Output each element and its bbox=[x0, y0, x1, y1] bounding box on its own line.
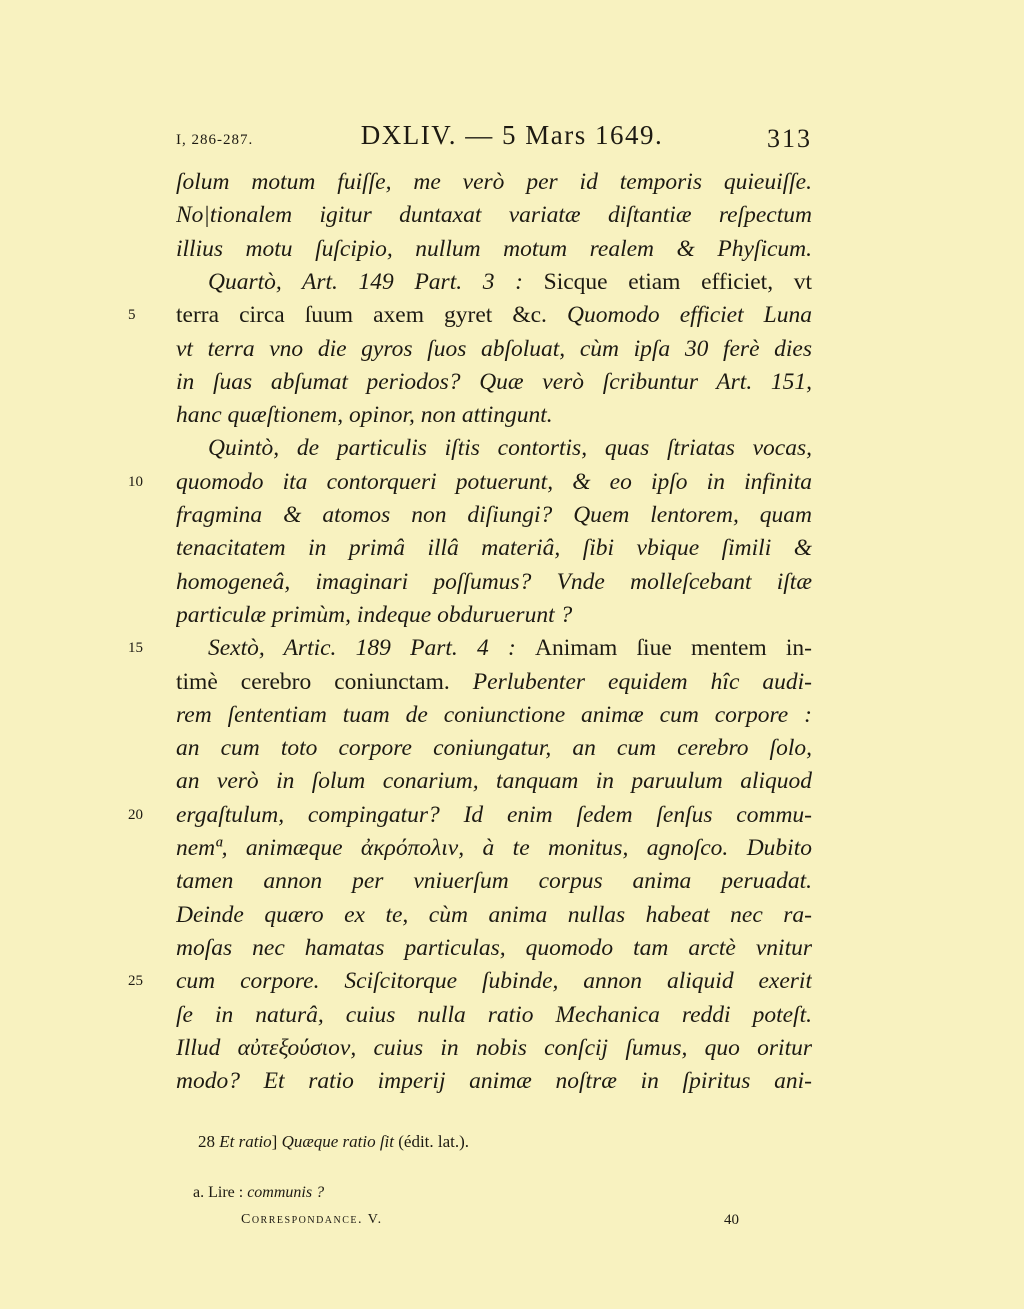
text-segment: Quomodo efficiet Luna bbox=[566, 302, 812, 329]
footnote-bracket: ] bbox=[271, 1132, 278, 1151]
text-line bbox=[208, 432, 812, 465]
text-segment: rem ſententiam tuam de coniunctione animæ cum corpore : bbox=[176, 701, 812, 728]
text-segment: homogeneâ, imaginari poſſumus? Vnde molleſcebant iſtæ bbox=[176, 568, 812, 595]
text-segment: ſolum motum fuiſſe, me verò per id temporis quieuiſſe. bbox=[176, 169, 812, 195]
text-line-content bbox=[176, 532, 812, 565]
text-segment: Sextò, Artic. 189 Part. 4 : bbox=[208, 635, 536, 662]
text-segment: cum corpore. Sciſcitorque ſubinde, annon aliquid exerit bbox=[176, 968, 812, 995]
text-line bbox=[176, 333, 812, 366]
text-line-content bbox=[176, 899, 812, 932]
line-number: 25 bbox=[128, 973, 143, 990]
text-line-content bbox=[176, 999, 812, 1032]
text-line bbox=[176, 765, 812, 798]
text-line bbox=[176, 666, 812, 699]
text-line bbox=[176, 799, 812, 832]
text-segment: tamen annon per vniuerſum corpus anima peruadat. bbox=[176, 868, 812, 895]
footnote-word: communis ? bbox=[247, 1184, 325, 1201]
text-line-content bbox=[176, 166, 812, 199]
text-segment: Sicque etiam efficiet, vt bbox=[543, 268, 812, 295]
text-segment: an verò in ſolum conarium, tanquam in paruulum aliquod bbox=[176, 768, 812, 795]
text-line-content bbox=[176, 366, 812, 399]
text-segment: No|tionalem igitur duntaxat variatæ diſtantiæ reſpectum bbox=[176, 202, 812, 229]
line-number: 20 bbox=[128, 806, 143, 823]
text-segment: ſe in naturâ, cuius nulla ratio Mechanica reddi poteſt. bbox=[176, 1001, 812, 1028]
text-line-content bbox=[208, 266, 812, 299]
text-line-content bbox=[176, 832, 812, 865]
text-line-content bbox=[176, 1065, 812, 1098]
footnote-reading: Quæque ratio ſit bbox=[281, 1132, 394, 1151]
text-segment: illius motu ſuſcipio, nullum motum realem & Phyſicum. bbox=[176, 235, 812, 262]
page-reference: I, 286-287. bbox=[176, 132, 254, 148]
text-line bbox=[176, 732, 812, 765]
text-line bbox=[176, 832, 812, 865]
text-segment: an cum toto corpore coniungatur, an cum cerebro ſolo, bbox=[176, 735, 812, 762]
text-line bbox=[176, 899, 812, 932]
text-line-content bbox=[208, 432, 812, 465]
line-number: 15 bbox=[128, 640, 143, 657]
text-line bbox=[176, 532, 812, 565]
text-line bbox=[176, 999, 812, 1032]
signature-number: 40 bbox=[724, 1212, 739, 1228]
text-line-content bbox=[176, 199, 812, 232]
text-line-content bbox=[176, 1032, 812, 1065]
text-segment: moſas nec hamatas particulas, quomodo tam arctè vnitur bbox=[176, 934, 812, 961]
line-number: 10 bbox=[128, 473, 143, 490]
text-line-content bbox=[176, 699, 812, 732]
text-line bbox=[176, 399, 812, 432]
text-segment: particulæ primùm, indeque obduruerunt ? bbox=[176, 601, 573, 628]
text-segment: ergaſtulum, compingatur? Id enim ſedem ſenſus commu- bbox=[176, 801, 812, 828]
text-line bbox=[176, 566, 812, 599]
text-line-content bbox=[176, 399, 812, 432]
letter-title: DXLIV. — 5 Mars 1649. bbox=[360, 120, 664, 150]
text-line-content bbox=[176, 233, 812, 266]
text-line-content bbox=[176, 599, 812, 632]
text-segment: timè cerebro coniunctam. bbox=[176, 668, 473, 695]
text-line bbox=[176, 166, 812, 199]
text-segment: Illud αὐτεξούσιον, cuius in nobis conſcij ſumus, quo oritur bbox=[176, 1034, 812, 1061]
text-segment: tenacitatem in primâ illâ materiâ, ſibi vbique ſimili & bbox=[176, 535, 812, 562]
text-line-content bbox=[176, 865, 812, 898]
text-line bbox=[208, 266, 812, 299]
text-line bbox=[176, 1032, 812, 1065]
footnote-lemma: Et ratio bbox=[219, 1132, 272, 1151]
text-line bbox=[176, 599, 812, 632]
text-line bbox=[176, 299, 812, 332]
text-segment: nemª, animæque ἀκρόπολιν, à te monitus, agnoſco. Dubito bbox=[176, 835, 812, 861]
text-line-content bbox=[176, 466, 812, 499]
text-line-content bbox=[176, 799, 812, 832]
editorial-footnote bbox=[193, 1184, 324, 1202]
text-segment: Quintò, de particulis iſtis contortis, quas ſtriatas vocas, bbox=[208, 435, 812, 462]
text-line bbox=[176, 366, 812, 399]
text-line bbox=[176, 199, 812, 232]
text-segment: terra circa ſuum axem gyret &c. bbox=[176, 302, 567, 329]
text-line-content bbox=[176, 765, 812, 798]
text-segment: in ſuas abſumat periodos? Quæ verò ſcribuntur Art. 151, bbox=[176, 368, 812, 395]
text-line-content bbox=[176, 299, 812, 332]
text-line-content bbox=[176, 666, 812, 699]
text-segment: hanc quæſtionem, opinor, non attingunt. bbox=[176, 402, 553, 429]
page-number: 313 bbox=[767, 124, 812, 153]
text-segment: vt terra vno die gyros ſuos abſoluat, cùm ipſa 30 ferè dies bbox=[176, 335, 812, 362]
footnote-mark: a. bbox=[193, 1184, 205, 1201]
text-segment: Deinde quæro ex te, cùm anima nullas habeat nec ra- bbox=[176, 901, 812, 928]
text-line-content bbox=[176, 965, 812, 998]
text-line bbox=[176, 965, 812, 998]
text-line-content bbox=[176, 499, 812, 532]
text-segment: modo? Et ratio imperij animæ noſtræ in ſpiritus ani- bbox=[176, 1068, 812, 1095]
text-line bbox=[176, 699, 812, 732]
text-line-content bbox=[176, 566, 812, 599]
text-line bbox=[176, 1065, 812, 1098]
text-line-content bbox=[176, 932, 812, 965]
text-line-content bbox=[208, 632, 812, 665]
text-line-content bbox=[176, 333, 812, 366]
line-number: 5 bbox=[128, 307, 136, 324]
variant-footnote bbox=[198, 1132, 469, 1152]
text-line bbox=[176, 865, 812, 898]
text-line bbox=[176, 233, 812, 266]
text-segment: Perlubenter equidem hîc audi- bbox=[472, 668, 812, 695]
text-line bbox=[208, 632, 812, 665]
text-segment: fragmina & atomos non diſiungi? Quem lentorem, quam bbox=[176, 502, 812, 528]
text-segment: Quartò, Art. 149 Part. 3 : bbox=[208, 268, 544, 295]
text-line-content bbox=[176, 732, 812, 765]
text-segment: Animam ſiue mentem in- bbox=[535, 635, 812, 662]
signature-label: Correspondance. V. bbox=[241, 1212, 383, 1227]
footnote-text: Lire : bbox=[208, 1184, 244, 1201]
footnote-line-number: 28 bbox=[198, 1132, 215, 1151]
text-line bbox=[176, 499, 812, 532]
text-segment: quomodo ita contorqueri potuerunt, & eo ipſo in infinita bbox=[176, 468, 812, 495]
footnote-note: (édit. lat.). bbox=[398, 1132, 470, 1151]
text-line bbox=[176, 932, 812, 965]
running-header bbox=[0, 118, 1024, 158]
text-line bbox=[176, 466, 812, 499]
